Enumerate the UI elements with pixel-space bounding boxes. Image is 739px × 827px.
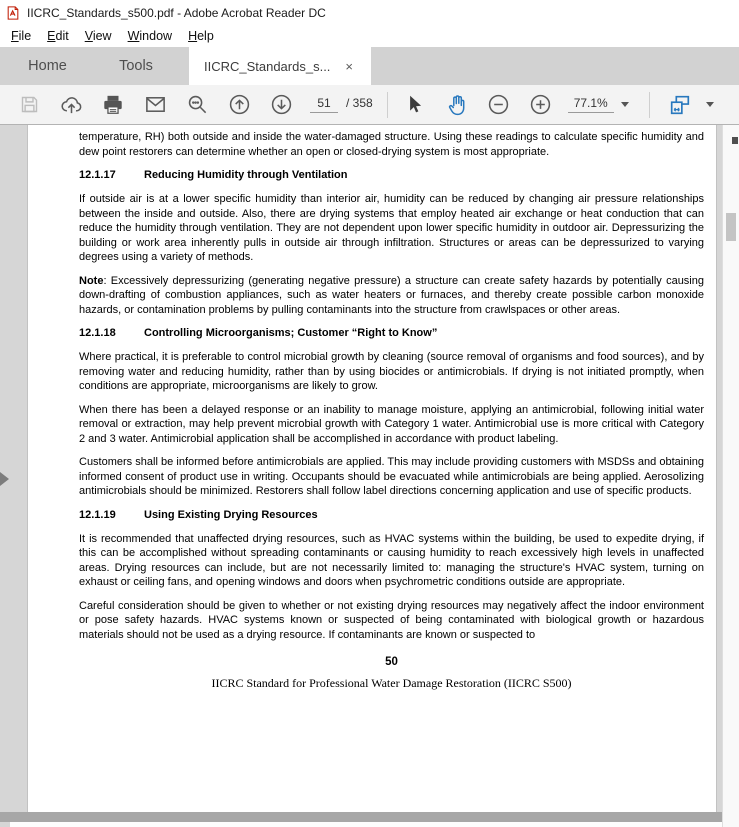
toolbar-separator (387, 92, 388, 118)
paragraph: Customers shall be informed before antimicrobials are applied. This may include providing customers with MSDSs and obtaining informed consent of product use in writing. Occupants should be evacuated while antimicrobials are being applied. Aerosolizing antimicrobials should be minimized. Restorers shall follow label directions concerning application and use of specific products. (79, 456, 704, 497)
scrollbar-notch (732, 137, 738, 144)
search-icon (186, 93, 209, 116)
section-heading (79, 326, 704, 341)
section-title: Controlling Microorganisms; Customer “Right to Know” (144, 327, 438, 339)
document-view (0, 125, 739, 827)
floppy-disk-icon (19, 94, 40, 115)
paragraph: Careful consideration should be given to whether or not existing drying resources may negatively affect the indoor environment or pose safety hazards. HVAC systems known or suspected of being contaminated with biological growth or hazardous materials should not be used as a drying resource. If contaminants are known or suspected to (79, 599, 704, 641)
section-number: 12.1.19 (79, 508, 116, 521)
zoom-out-button[interactable] (487, 93, 511, 117)
previous-page-button[interactable] (227, 93, 251, 117)
cursor-arrow-icon (404, 94, 425, 115)
section-heading (79, 168, 704, 183)
hand-icon (445, 93, 469, 117)
zoom-in-button[interactable] (529, 93, 553, 117)
title-bar (0, 0, 739, 25)
toolbar-separator (649, 92, 650, 118)
bold-prefix: Note (79, 274, 104, 287)
paragraph: If outside air is at a lower specific humidity than interior air, humidity can be reduced by changing air pressure relationships between the inside and outside. Also, there are drying systems that employ heated air exchange or heat conduction that can reduce the humidity through ventilation. They are not dependent upon lower specific humidity in outdoor air. Depressurizing the building or work area inherently pulls in outside air through infiltration. Structures or areas can be depressurized to varying degrees using a variety of methods. (79, 193, 704, 263)
tab-document[interactable] (189, 47, 371, 85)
cloud-upload-icon (60, 93, 83, 116)
scrollbar-thumb[interactable] (726, 213, 736, 241)
printer-icon (102, 94, 124, 116)
page-footer: IICRC Standard for Professional Water Damage Restoration (IICRC S500) (211, 676, 572, 690)
section-title: Reducing Humidity through Ventilation (144, 169, 348, 181)
sidebar-expand-button[interactable] (0, 470, 14, 488)
page-text (79, 130, 704, 642)
paragraph: Where practical, it is preferable to control microbial growth by cleaning (source removal of organisms and food sources), and by removing water and reducing humidity, rather than by using biocides or antimicrobials. If drying is not initiated promptly, when conditions are appropriate, microorganisms are likely to grow. (79, 351, 704, 392)
pdf-page (27, 125, 717, 812)
menu-edit[interactable]: Edit (47, 29, 69, 43)
tab-bar (0, 47, 739, 85)
print-button[interactable] (101, 93, 125, 117)
circle-plus-icon (529, 93, 552, 116)
paragraph: When there has been a delayed response or an inability to manage moisture, applying an antimicrobial, following initial water removal or extraction, may help prevent microbial growth with Category 1 water. Antimicrobial use is more critical with Category 2 and 3 water. Antimicrobial application shall be accomplished in accordance with product labeling. (79, 403, 704, 445)
tab-home[interactable]: Home (28, 58, 67, 74)
page-number-input[interactable] (310, 96, 338, 113)
menu-bar (0, 25, 739, 47)
paragraph: Note: Excessively depressurizing (generating negative pressure) a structure can create safety hazards by potentially causing down-drafting of combustion appliances, such as water heaters or furnaces, and thereby create possible carbon monoxide hazards, or contamination problems by pulling contaminants into the structure from crawlspaces or other areas. (79, 274, 704, 316)
email-button[interactable] (143, 93, 167, 117)
right-triangle-icon (0, 472, 9, 486)
share-button[interactable] (59, 93, 83, 117)
chevron-down-icon[interactable] (621, 102, 629, 107)
envelope-icon (144, 93, 167, 116)
save-button[interactable] (17, 93, 41, 117)
zoom-level-control[interactable] (568, 96, 629, 113)
zoom-level-value: 77.1% (568, 96, 614, 113)
pdf-file-icon (6, 6, 20, 20)
find-button[interactable] (185, 93, 209, 117)
menu-file[interactable]: File (11, 29, 32, 43)
paragraph: It is recommended that unaffected drying resources, such as HVAC systems within the building, be used to expedite drying, if this can be accomplished without spreading contaminants or causing humidity to reach excessively high levels in unaffected areas. Drying resources can include, but are not necessarily limited to: managing the structure's HVAC system, turning on exhaust or ceiling fans, and opening windows and doors when psychrometric conditions outside are appropriate. (79, 532, 704, 588)
page-total-label: / 358 (346, 96, 373, 110)
next-page-button[interactable] (269, 93, 293, 117)
tab-tools[interactable]: Tools (119, 58, 153, 74)
page-gap (0, 812, 722, 822)
section-heading (79, 508, 704, 523)
next-page-edge (10, 822, 722, 827)
circle-minus-icon (487, 93, 510, 116)
tab-document-label: IICRC_Standards_s... (203, 58, 331, 74)
page-folio: 50 (385, 656, 398, 668)
toolbar (0, 85, 739, 125)
menu-window[interactable]: Window (127, 29, 173, 43)
section-number: 12.1.17 (79, 169, 116, 181)
circle-arrow-up-icon (228, 93, 251, 116)
circle-arrow-down-icon (270, 93, 293, 116)
hand-tool-button[interactable] (445, 93, 469, 117)
select-tool-button[interactable] (403, 93, 427, 117)
menu-help[interactable]: Help (188, 29, 214, 43)
section-title: Using Existing Drying Resources (144, 508, 318, 521)
close-icon[interactable]: × (345, 58, 354, 74)
menu-view[interactable]: View (84, 29, 112, 43)
vertical-scrollbar[interactable] (722, 125, 739, 827)
page-display-button[interactable] (668, 93, 692, 117)
paragraph: temperature, RH) both outside and inside the water-damaged structure. Using these readings to calculate specific humidity and dew point restorers can determine whether an open or closed-drying system is most appropriate. (79, 131, 704, 158)
window-title: IICRC_Standards_s500.pdf - Adobe Acrobat Reader DC (27, 5, 326, 20)
chevron-down-icon[interactable] (706, 102, 714, 107)
section-number: 12.1.18 (79, 327, 116, 339)
fit-width-icon (668, 92, 692, 118)
